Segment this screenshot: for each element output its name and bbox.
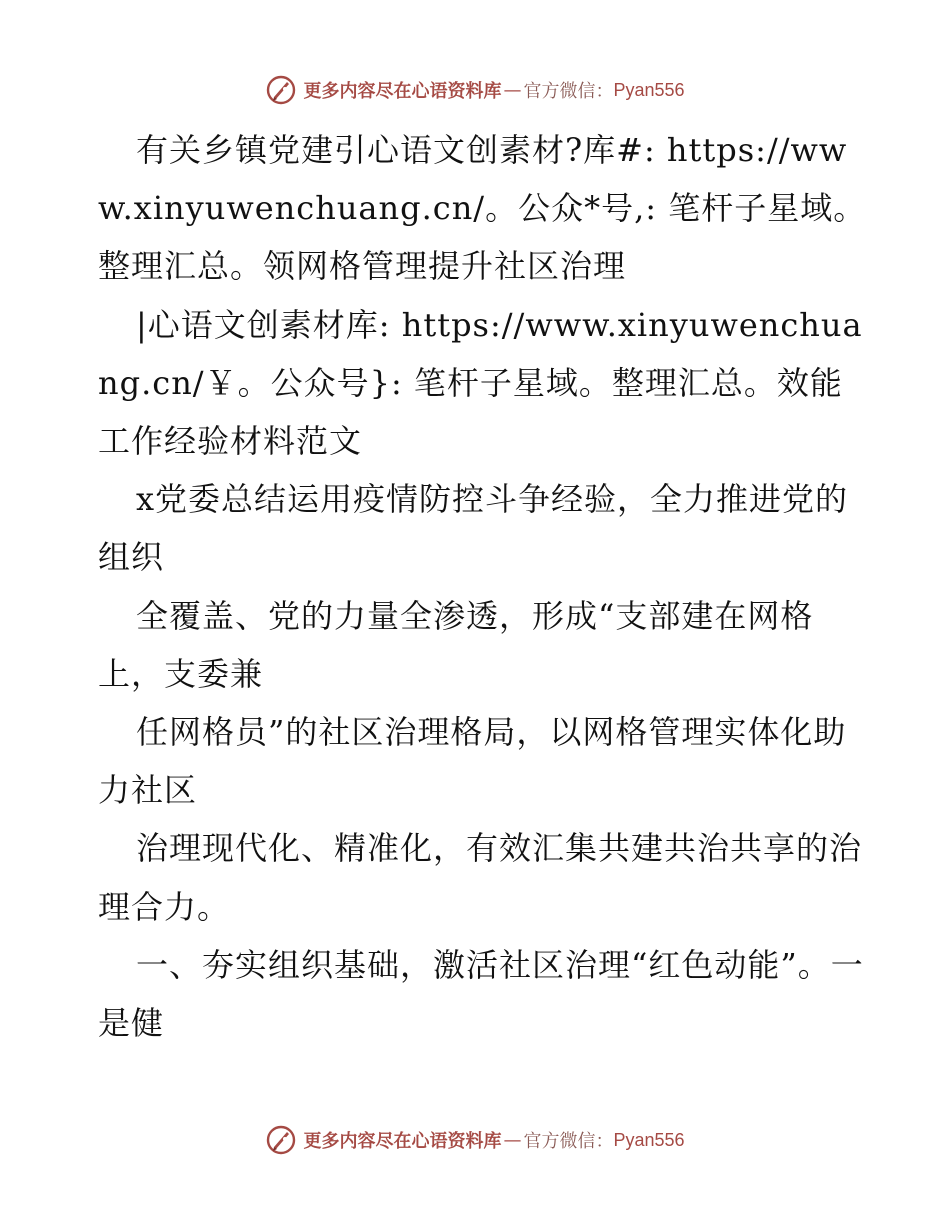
header-banner (0, 70, 950, 110)
quill-pen-circle-icon (265, 1124, 297, 1156)
paragraph: 治理现代化、精准化，有效汇集共建共治共享的治理合力。 (98, 829, 863, 926)
paragraph: 有关乡镇党建引心语文创素材?库#: https://www.xinyuwenchuang.cn/。公众*号,: 笔杆子星域。整理汇总。领网格管理提升社区治理 (98, 131, 867, 286)
paragraph: 任网格员”的社区治理格局，以网格管理实体化助力社区 (98, 713, 847, 810)
banner-dash: — (503, 1129, 522, 1151)
banner-dash: — (503, 79, 522, 101)
paragraph: |心语文创素材库: https://www.xinyuwenchuang.cn/￥。公众号}: 笔杆子星域。整理汇总。效能工作经验材料范文 (98, 305, 863, 461)
paragraph: x党委总结运用疫情防控斗争经验，全力推进党的组织 (98, 480, 849, 577)
banner-wechat-id: Pyan556 (613, 79, 685, 100)
document-body (98, 121, 868, 1052)
banner-title: 更多内容尽在心语资料库 (303, 1131, 502, 1152)
banner-title: 更多内容尽在心语资料库 (303, 81, 502, 102)
banner-subtitle: 官方微信： (523, 1131, 614, 1152)
banner-subtitle: 官方微信： (523, 81, 614, 102)
paragraph: 全覆盖、党的力量全渗透，形成“支部建在网格上，支委兼 (98, 596, 814, 693)
footer-banner (0, 1120, 950, 1160)
banner-wechat-id: Pyan556 (613, 1129, 685, 1150)
paragraph: 一、夯实组织基础，激活社区治理“红色动能”。一是健 (98, 945, 864, 1043)
quill-pen-circle-icon (265, 74, 297, 106)
